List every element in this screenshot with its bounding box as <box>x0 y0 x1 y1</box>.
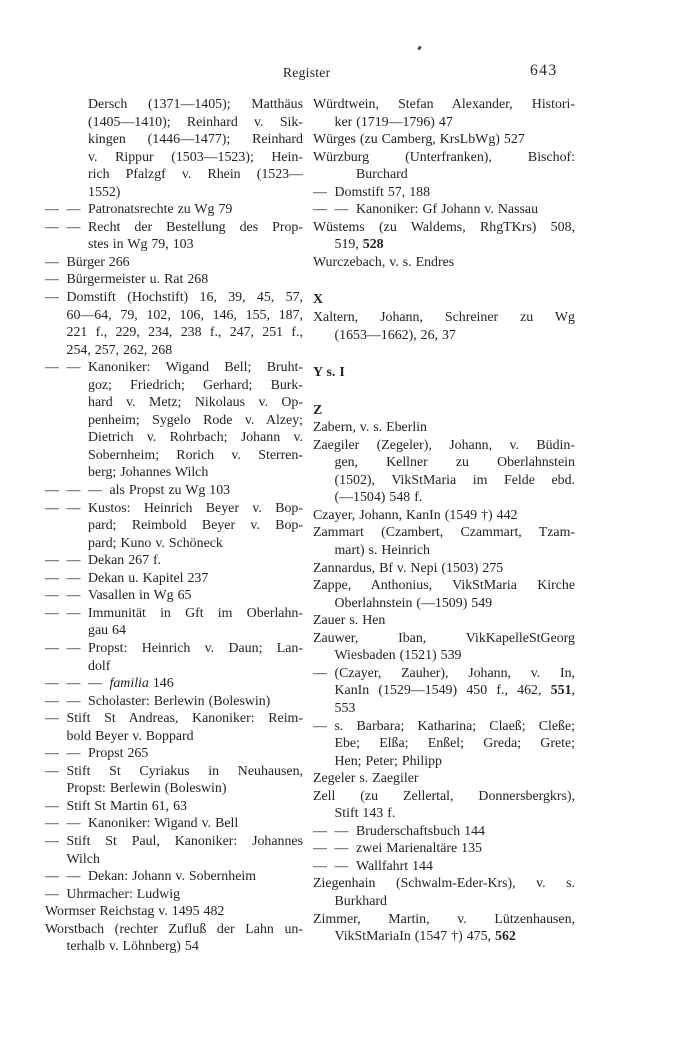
index-line: Dersch (1371—1405); Matthäus <box>88 97 303 112</box>
subentry-dash: — <box>313 823 327 839</box>
index-line: VikStMariaIn (1547 †) 475, 562 <box>334 929 516 945</box>
index-line: — — Kanoniker: Gf Johann v. Nassau <box>313 202 539 218</box>
subentry-dash: — <box>45 746 59 762</box>
index-line: mart) s. Heinrich <box>334 543 431 559</box>
index-line: Zauwer, Iban, VikKapelleStGeorg <box>313 630 575 646</box>
index-line: — — Recht der Bestellung des Prop- <box>45 219 303 235</box>
index-line: Z <box>313 402 323 418</box>
subentry-dash: — <box>66 360 81 376</box>
index-line: — Uhrmacher: Ludwig <box>45 886 181 902</box>
index-line: Zell (zu Zellertal, Donnersbergkrs), <box>313 788 575 804</box>
subentry-dash: — <box>88 483 102 499</box>
blank-line <box>313 382 575 402</box>
index-line: pard; Reimbold Beyer v. Bop- <box>88 518 303 534</box>
index-line: penheim; Sygelo Rode v. Alzey; <box>88 412 303 428</box>
index-line: Zimmer, Martin, v. Lützenhausen, <box>313 911 575 927</box>
subentry-dash: — <box>66 483 81 499</box>
subentry-dash: — <box>45 254 59 270</box>
subentry-dash: — <box>313 841 327 857</box>
index-line: — — Vasallen in Wg 65 <box>45 588 192 604</box>
index-line: — — — familia 146 <box>45 676 174 692</box>
blank-line <box>313 271 575 291</box>
subentry-dash: — <box>334 823 349 839</box>
index-line: (1653—1662), 26, 37 <box>334 327 456 343</box>
index-line: — — Wallfahrt 144 <box>313 858 433 874</box>
index-line: — — Propst 265 <box>45 746 149 762</box>
index-line: 60—64, 79, 102, 106, 146, 155, 187, <box>66 307 303 323</box>
subentry-dash: — <box>45 816 59 832</box>
subentry-dash: — <box>45 202 59 218</box>
index-line: Zaegiler (Zegeler), Johann, v. Büdin- <box>313 437 575 453</box>
subentry-dash: — <box>45 693 59 709</box>
index-line: bold Beyer v. Boppard <box>66 728 194 744</box>
subentry-dash: — <box>66 693 81 709</box>
index-line: — Stift St Paul, Kanoniker: Johannes <box>45 833 303 849</box>
index-line: — Stift St Cyriakus in Neuhausen, <box>45 763 303 779</box>
subentry-dash: — <box>66 869 81 885</box>
subentry-dash: — <box>66 500 81 516</box>
subentry-dash: — <box>334 202 349 218</box>
index-line: — Stift St Andreas, Kanoniker: Reim- <box>45 711 303 727</box>
index-line: terhalb v. Löhnberg) 54 <box>66 939 199 955</box>
index-line: — s. Barbara; Katharina; Claeß; Cleße; <box>313 718 575 734</box>
index-line: — — Bruderschaftsbuch 144 <box>313 823 485 839</box>
index-line: — — zwei Marienaltäre 135 <box>313 841 482 857</box>
index-line: — Bürger 266 <box>45 254 130 270</box>
index-line: (—1504) 548 f. <box>334 490 423 506</box>
index-line: 254, 257, 262, 268 <box>66 342 173 358</box>
subentry-dash: — <box>45 676 59 692</box>
index-line: Sobernheim; Rorich v. Sterren- <box>88 447 303 463</box>
index-column-right <box>313 96 575 946</box>
subentry-dash: — <box>313 718 327 734</box>
index-line: Oberlahnstein (—1509) 549 <box>334 595 493 611</box>
index-line: — Bürgermeister u. Rat 268 <box>45 272 209 288</box>
subentry-dash: — <box>66 746 81 762</box>
index-line: Stift 143 f. <box>334 806 396 822</box>
index-line: Y s. I <box>313 365 345 381</box>
index-line: gau 64 <box>88 623 126 639</box>
index-line: (1405—1410); Reinhard v. Sik- <box>88 114 303 130</box>
subentry-dash: — <box>45 640 59 656</box>
index-line: — Domstift (Hochstift) 16, 39, 45, 57, <box>45 290 303 306</box>
subentry-dash: — <box>66 640 81 656</box>
index-line: Würdtwein, Stefan Alexander, Histori- <box>313 97 575 112</box>
index-line: 519, 528 <box>334 237 384 253</box>
subentry-dash: — <box>45 500 59 516</box>
subentry-dash: — <box>45 290 59 306</box>
subentry-dash: — <box>45 763 59 779</box>
subentry-dash: — <box>45 588 59 604</box>
subentry-dash: — <box>45 272 59 288</box>
index-line: — — — als Propst zu Wg 103 <box>45 483 231 499</box>
index-line: v. Rippur (1503—1523); Hein- <box>88 149 303 165</box>
subentry-dash: — <box>66 570 81 586</box>
subentry-dash: — <box>45 798 59 814</box>
index-line: — — Dekan 267 f. <box>45 553 162 569</box>
index-line: Xaltern, Johann, Schreiner zu Wg <box>313 310 575 326</box>
subentry-dash: — <box>45 886 59 902</box>
index-line: rich Pfalzgf v. Rhein (1523— <box>88 167 303 183</box>
index-line: dolf <box>88 658 111 674</box>
index-line: KanIn (1529—1549) 450 f., 462, 551, <box>334 683 575 699</box>
subentry-dash: — <box>45 483 59 499</box>
index-line: — (Czayer, Zauher), Johann, v. In, <box>313 665 575 681</box>
index-line: Dietrich v. Rohrbach; Johann v. <box>88 430 303 446</box>
scan-speck-artifact <box>417 46 422 51</box>
subentry-dash: — <box>66 553 81 569</box>
subentry-dash: — <box>88 676 102 692</box>
index-line: Zannardus, Bf v. Nepi (1503) 275 <box>313 560 504 576</box>
index-line: Hen; Peter; Philipp <box>334 753 442 769</box>
subentry-dash: — <box>45 869 59 885</box>
index-line: Zauer s. Hen <box>313 613 386 629</box>
index-line: Burchard <box>356 167 408 183</box>
subentry-dash: — <box>334 841 349 857</box>
index-line: kingen (1446—1477); Reinhard <box>88 132 303 148</box>
subentry-dash: — <box>66 676 81 692</box>
subentry-dash: — <box>45 360 59 376</box>
page-number: 643 <box>530 62 558 79</box>
index-line: Würges (zu Camberg, KrsLbWg) 527 <box>313 132 525 148</box>
index-line: Würzburg (Unterfranken), Bischof: <box>313 149 575 165</box>
index-line: Wiesbaden (1521) 539 <box>334 648 462 664</box>
subentry-dash: — <box>66 202 81 218</box>
index-line: Ziegenhain (Schwalm-Eder-Krs), v. s. <box>313 876 575 892</box>
index-line: Wilch <box>66 851 100 867</box>
subentry-dash: — <box>334 858 349 874</box>
subentry-dash: — <box>45 219 59 235</box>
index-line: Zabern, v. s. Eberlin <box>313 420 428 436</box>
subentry-dash: — <box>45 570 59 586</box>
index-line: ker (1719—1796) 47 <box>334 114 453 130</box>
index-line: Zammart (Czambert, Czammart, Tzam- <box>313 525 575 541</box>
index-line: — — Dekan u. Kapitel 237 <box>45 570 209 586</box>
index-line: Wüstems (zu Waldems, RhgTKrs) 508, <box>313 219 575 235</box>
index-line: Burkhard <box>334 893 387 909</box>
blank-line <box>313 344 575 364</box>
index-line: pard; Kuno v. Schöneck <box>88 535 223 551</box>
index-line: (1502), VikStMaria im Felde ebd. <box>334 472 575 488</box>
index-line: Czayer, Johann, KanIn (1549 †) 442 <box>313 507 518 523</box>
subentry-dash: — <box>313 665 327 681</box>
subentry-dash: — <box>45 553 59 569</box>
index-line: — — Patronatsrechte zu Wg 79 <box>45 202 233 218</box>
index-line: X <box>313 292 324 308</box>
index-line: berg; Johannes Wilch <box>88 465 209 481</box>
subentry-dash: — <box>313 184 327 200</box>
index-line: — — Scholaster: Berlewin (Boleswin) <box>45 693 271 709</box>
index-line: Zappe, Anthonius, VikStMaria Kirche <box>313 578 575 594</box>
subentry-dash: — <box>66 588 81 604</box>
index-line: — — Kanoniker: Wigand Bell; Bruht- <box>45 360 303 376</box>
index-line: Worstbach (rechter Zufluß der Lahn un- <box>45 921 303 937</box>
index-line: Wormser Reichstag v. 1495 482 <box>45 904 225 920</box>
subentry-dash: — <box>313 858 327 874</box>
index-line: 221 f., 229, 234, 238 f., 247, 251 f., <box>66 325 303 341</box>
index-line: Ebe; Elßa; Enßel; Greda; Grete; <box>334 736 575 752</box>
index-line: — Domstift 57, 188 <box>313 184 431 200</box>
index-line: Propst: Berlewin (Boleswin) <box>66 781 227 797</box>
subentry-dash: — <box>313 202 327 218</box>
subentry-dash: — <box>45 711 59 727</box>
index-line: Zegeler s. Zaegiler <box>313 771 419 787</box>
index-line: — — Kanoniker: Wigand v. Bell <box>45 816 239 832</box>
index-line: — — Kustos: Heinrich Beyer v. Bop- <box>45 500 303 516</box>
index-line: 1552) <box>88 184 121 200</box>
subentry-dash: — <box>45 833 59 849</box>
subentry-dash: — <box>66 816 81 832</box>
subentry-dash: — <box>45 605 59 621</box>
subentry-dash: — <box>66 219 81 235</box>
index-column-left <box>45 96 303 956</box>
running-title: Register <box>283 65 331 80</box>
index-line: — Stift St Martin 61, 63 <box>45 798 187 814</box>
index-line: — — Propst: Heinrich v. Daun; Lan- <box>45 640 303 656</box>
index-line: goz; Friedrich; Gerhard; Burk- <box>88 377 303 393</box>
index-line: hard v. Metz; Nikolaus v. Op- <box>88 395 303 411</box>
index-line: Wurczebach, v. s. Endres <box>313 254 455 270</box>
index-line: — — Immunität in Gft im Oberlahn- <box>45 605 303 621</box>
index-line: gen, Kellner zu Oberlahnstein <box>334 455 575 471</box>
index-line: stes in Wg 79, 103 <box>88 237 194 253</box>
index-line: — — Dekan: Johann v. Sobernheim <box>45 869 257 885</box>
index-line: 553 <box>334 700 356 716</box>
subentry-dash: — <box>66 605 81 621</box>
